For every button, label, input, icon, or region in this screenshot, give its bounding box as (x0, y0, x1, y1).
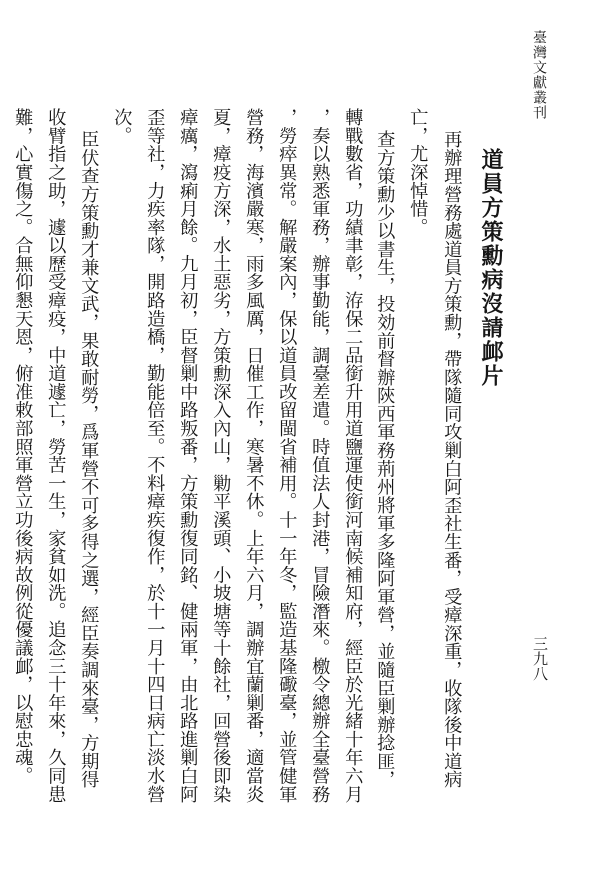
text-column: 夏，瘴疫方深，水土惡劣，方策勳深入內山，勦平溪頭、小坡塘等十餘社，回營後即染 (210, 108, 232, 804)
text-column: 亡，尤深悼惜。 (407, 108, 429, 237)
document-title: 道員方策勳病沒請䘏片 (478, 148, 504, 388)
text-column: 次。 (111, 108, 133, 145)
page-number: 三九八 (531, 636, 549, 681)
text-column: 轉戰數省，功績聿彰，洊保二品銜升用道鹽運使銜河南候補知府，經臣於光緒十年六月 (342, 108, 364, 804)
text-column: 歪等社，力疾率隊，開路造橋，勤能倍至。不料瘴疾復作，於十一月十四日病亡淡水營 (144, 108, 166, 804)
text-column: ，奏以熟悉軍務，辦事勤能，調臺差遣。時值法人封港，冒險潛來。檄令總辦全臺營務 (309, 108, 331, 804)
text-column: 臣伏查方策勳才兼文武，果敢耐勞，爲軍營不可多得之選，經臣奏調來臺，方期得 (78, 130, 100, 789)
text-column: 難，心實傷之。合無仰懇天恩，俯准敕部照軍營立功後病故例從優議䘏，以慰忠魂。 (12, 108, 34, 785)
text-column: 查方策勳少以書生，投効前督辦陝西軍務荊州將軍多隆阿軍營，並隨臣剿辦捻匪， (374, 130, 396, 789)
text-column: 再辦理營務處道員方策勳，帶隊隨同攻剿白阿歪社生番，受瘴深重，收隊後中道病 (441, 130, 463, 789)
text-column: 收臂指之助，遽以歷受瘴疫，中道遽亡，勞苦一生，家貧如洗。追念三十年來，久同患 (45, 108, 67, 804)
text-column: 營務，海濱嚴寒，雨多風厲，日催工作，寒暑不休。上年六月，調辦宜蘭剿番，適當炎 (243, 108, 265, 804)
text-column: ，勞瘁異常。解嚴案內，保以道員改留閩省補用。十一年冬，監造基隆礮臺，並管健軍 (276, 108, 298, 804)
series-title: 臺灣文獻叢刊 (531, 30, 547, 120)
text-column: 瘴癘，瀉痢月餘。九月初，臣督剿中路叛番，方策勳復同銘、健兩軍，由北路進剿白阿 (177, 108, 199, 804)
